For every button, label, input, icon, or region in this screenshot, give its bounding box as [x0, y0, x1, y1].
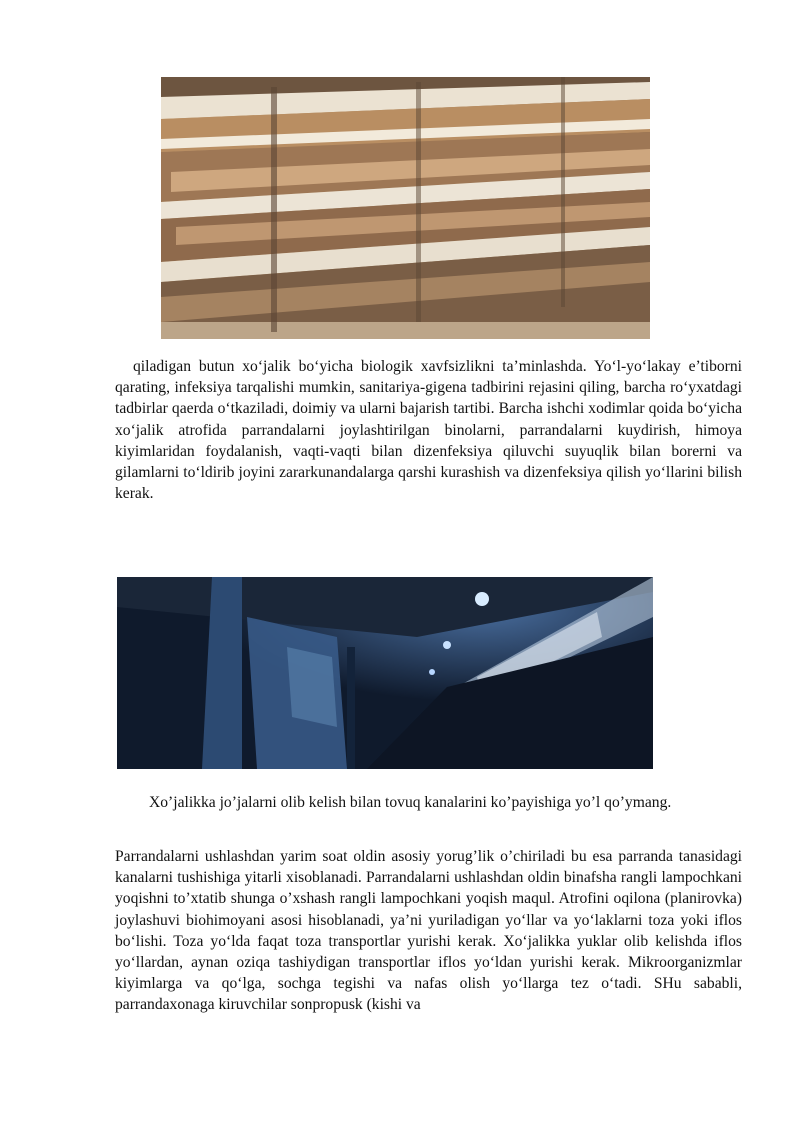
poultry-house-interior-photo — [117, 577, 653, 769]
body-paragraph-1: qiladigan butun xo‘jalik bo‘yicha biologik xavfsizlikni ta’minlashda. Yo‘l-yo‘lakay e’tiborni qarating, infeksiya tarqalishi mumkin, sanitariya-gigena tadbirini rejasini qiling, barcha ro‘yxatdagi tadbirlar qaerda o‘tkaziladi, doimiy va ularni bajarish tartibi. Barcha ishchi xodimlar qoida bo‘yicha xo‘jalik atrofida parrandalarni joylashtirilgan binolarni, parrandalarni kuydirish, himoya kiyimlaridan foydalanish, vaqti-vaqti bilan dizenfeksiya qiluvchi suyuqlik bilan borerni va gilamlarni to‘ldirib joyini zararkunandalarga qarshi kurashish va dizenfeksiya qilish yo‘llarini bilish kerak. — [115, 358, 742, 503]
poultry-cages-photo — [161, 77, 650, 339]
body-paragraph-3: Parrandalarni ushlashdan yarim soat oldin asosiy yorug’lik o’chiriladi bu esa parranda tanasidagi kanalarni tushishiga yitarli xisoblanadi. Parrandalarni ushlashdan oldin binafsha rangli lampochkani yoqishni to’xtatib shunga o’xshash rangli lampochkani yoqish maqul. Atrofini oqilona (planirovka) joylashuvi biohimoyani asosi hisoblanadi, ya’ni yuriladigan yo‘llar va yo‘laklarni toza yoki iflos bo‘lishi. Toza yo‘lda faqat toza transportlar yurishi kerak. Xo‘jalikka yuklar olib kelishda iflos yo‘llardan, aynan oziqa tashiydigan transportlar iflos yo‘ldan yurishi kerak. Mikroorganizmlar kiyimlarga va qo‘lga, sochga tegishi va nafas olish yo‘llarga tez o‘tadi. SHu sababli, parrandaxonaga kiruvchilar sonpropusk (kishi va — [115, 848, 742, 1014]
body-paragraph-2: Xo’jalikka jo’jalarni olib kelish bilan tovuq kanalarini ko’payishiga yo’l qo’ymang. — [149, 794, 672, 811]
